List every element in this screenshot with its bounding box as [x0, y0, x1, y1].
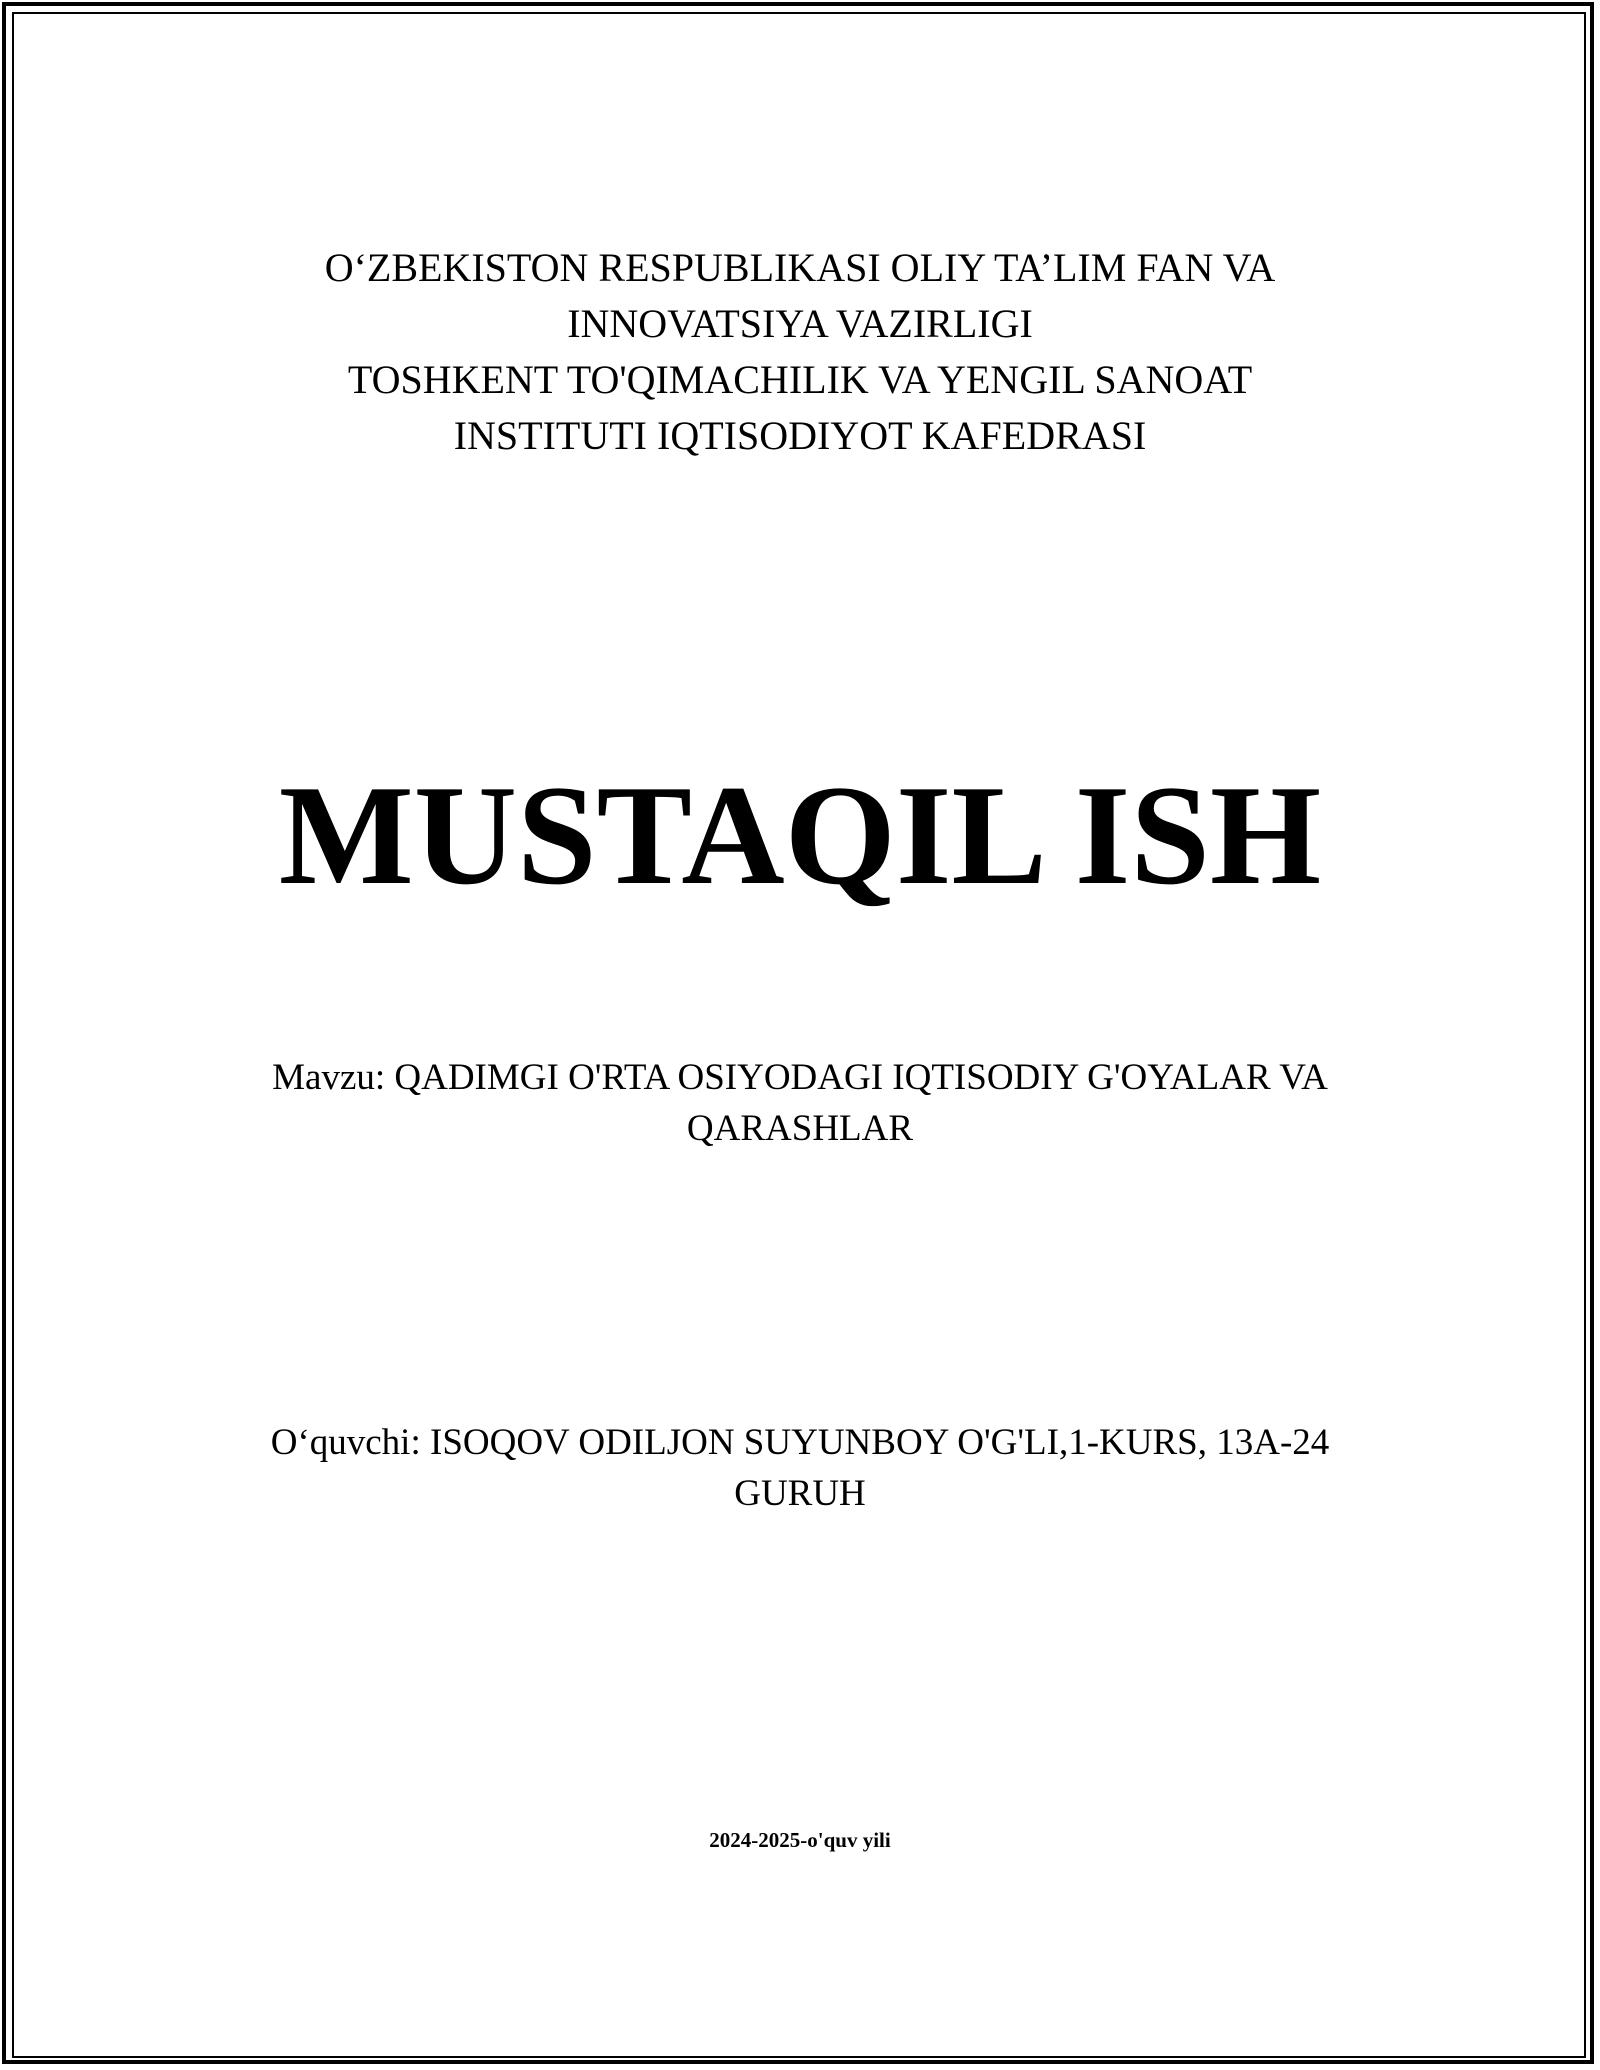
- academic-year: 2024-2025-o'quv yili: [709, 1828, 891, 1852]
- topic-block: [14, 1052, 1586, 1154]
- topic-line: Mavzu: QADIMGI O'RTA OSIYODAGI IQTISODIY G'OYALAR VA: [272, 1057, 1328, 1098]
- student-block: [14, 1417, 1586, 1519]
- ministry-header: [14, 240, 1586, 464]
- student-line: GURUH: [734, 1473, 866, 1514]
- student-line: O‘quvchi: ISOQOV ODILJON SUYUNBOY O'G'LI,1-KURS, 13A-24: [270, 1422, 1330, 1463]
- topic-line: QARASHLAR: [686, 1108, 914, 1149]
- header-line: TOSHKENT TO'QIMACHILIK VA YENGIL SANOAT: [347, 357, 1253, 402]
- document-title: MUSTAQIL ISH: [278, 756, 1322, 914]
- header-line: INSTITUTI IQTISODIYOT KAFEDRASI: [453, 413, 1147, 458]
- header-line: INNOVATSIYA VAZIRLIGI: [567, 301, 1033, 346]
- header-line: O‘ZBEKISTON RESPUBLIKASI OLIY TA’LIM FAN VA: [324, 245, 1276, 290]
